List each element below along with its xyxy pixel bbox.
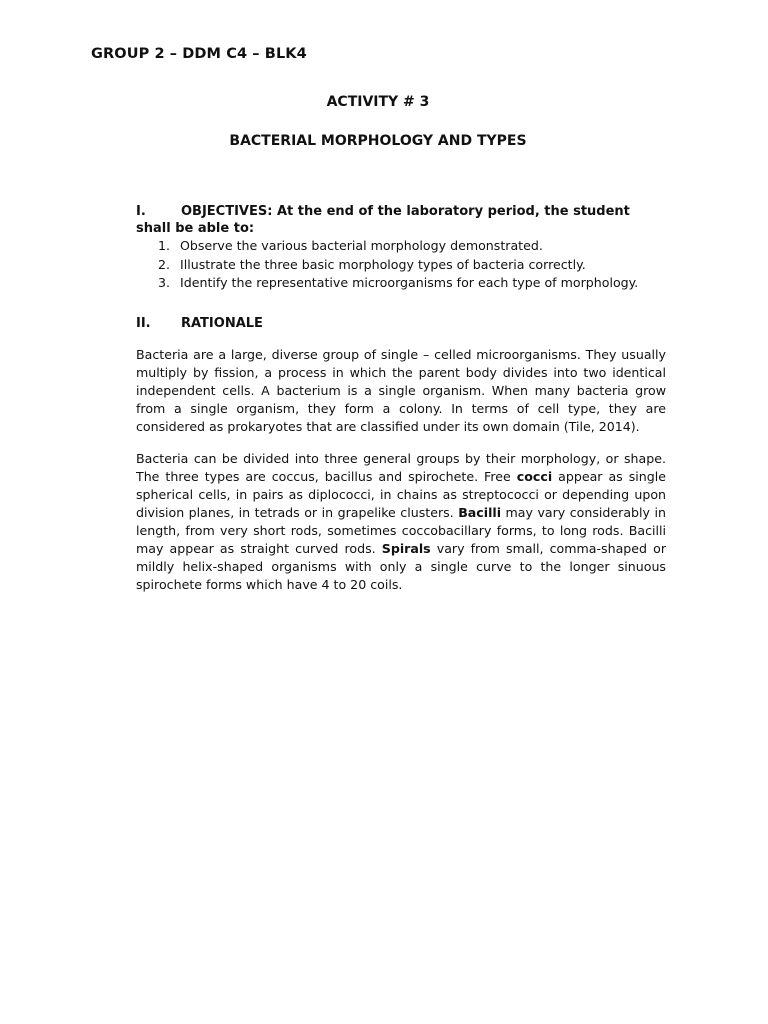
paragraph-text: Bacteria can be divided into three general groups by their morphology, or shape. The three types are coccus, bacillus and spirochete. Free <box>136 451 666 484</box>
term-spirals: Spirals <box>381 541 431 556</box>
paragraph-text: may vary considerably in length, from very short rods, sometimes coccobacillary forms, to long rods. Bacilli may appear as straight curved rods. <box>136 505 666 556</box>
rationale-paragraph-2 <box>136 450 666 594</box>
objectives-section <box>136 203 668 293</box>
objectives-heading <box>136 203 668 237</box>
paragraph-text: appear as single spherical cells, in pairs as diplococci, in chains as streptococci or depending upon division planes, in tetrads or in grapelike clusters. <box>136 469 666 520</box>
list-item-text: Observe the various bacterial morphology demonstrated. <box>180 238 543 253</box>
list-item-number: 3. <box>158 275 171 290</box>
term-bacilli: Bacilli <box>458 505 502 520</box>
list-item-number: 1. <box>158 238 171 253</box>
list-item <box>136 256 668 275</box>
paragraph-text: vary from small, comma-shaped or mildly helix-shaped organisms with only a single curve to the longer sinuous spirochete forms which have 4 to 20 coils. <box>136 541 666 592</box>
list-item-text: Identify the representative microorganisms for each type of morphology. <box>180 275 639 290</box>
objectives-numeral: I. <box>136 204 146 219</box>
rationale-heading-row <box>136 315 668 332</box>
rationale-heading <box>136 315 668 332</box>
activity-subtitle: BACTERIAL MORPHOLOGY AND TYPES <box>229 133 527 149</box>
rationale-numeral: II. <box>136 316 151 331</box>
objectives-list <box>136 237 668 293</box>
list-item <box>136 237 668 256</box>
list-item <box>136 274 668 293</box>
term-cocci: cocci <box>516 469 553 484</box>
list-item-number: 2. <box>158 256 171 272</box>
rationale-heading-text: RATIONALE <box>181 316 263 331</box>
activity-title: ACTIVITY # 3 <box>326 94 430 110</box>
objectives-heading-text: OBJECTIVES: At the end of the laboratory period, the student shall be able to: <box>136 204 630 236</box>
group-header: GROUP 2 – DDM C4 – BLK4 <box>91 46 307 62</box>
rationale-paragraph-1: Bacteria are a large, diverse group of single – celled microorganisms. They usually multiply by fission, a process in which the parent body divides into two identical independent cells. A bacterium is a single organism. When many bacteria grow from a single organism, they form a colony. In terms of cell type, they are considered as prokaryotes that are classified under its own domain (Tile, 2014). <box>136 347 666 434</box>
list-item-text: Illustrate the three basic morphology types of bacteria correctly. <box>180 256 586 272</box>
